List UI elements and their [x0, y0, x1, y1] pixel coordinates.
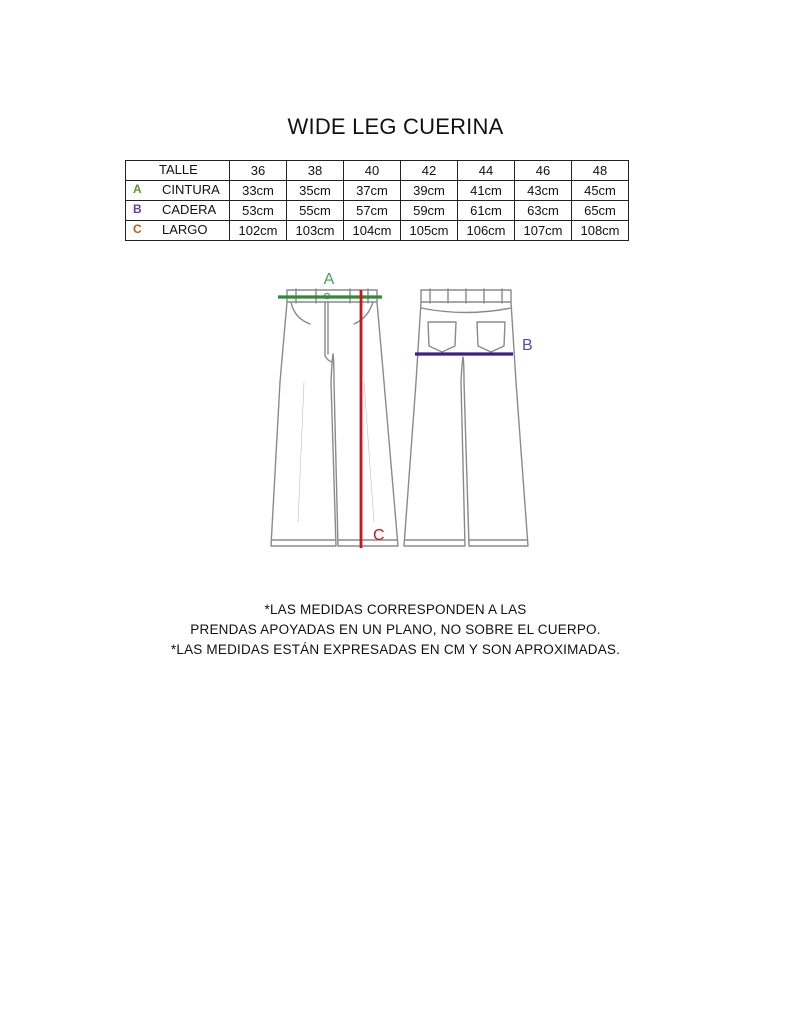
table-cell: 55cm [287, 201, 344, 221]
note-line-3: *LAS MEDIDAS ESTÁN EXPRESADAS EN CM Y SON APROXIMADAS. [170, 642, 621, 657]
pants-front-drawing [271, 289, 398, 546]
table-cell: 35cm [287, 181, 344, 201]
measure-label-a: A [323, 271, 335, 288]
row-label-cadera: CADERA [162, 202, 217, 217]
row-label-cell [126, 201, 230, 221]
row-letter-c: C [133, 222, 142, 236]
size-header-cell: 38 [287, 161, 344, 181]
table-cell: 33cm [230, 181, 287, 201]
row-label-cintura: CINTURA [162, 182, 220, 197]
size-header-cell: 42 [401, 161, 458, 181]
table-cell: 65cm [572, 201, 629, 221]
size-header-cell: 46 [515, 161, 572, 181]
size-header-cell: 40 [344, 161, 401, 181]
table-cell: 37cm [344, 181, 401, 201]
table-row-largo [126, 221, 629, 241]
size-table [125, 160, 629, 241]
size-header-cell: 36 [230, 161, 287, 181]
table-cell: 39cm [401, 181, 458, 201]
note-line-2: PRENDAS APOYADAS EN UN PLANO, NO SOBRE EL CUERPO. [190, 622, 601, 637]
table-cell: 43cm [515, 181, 572, 201]
table-cell: 53cm [230, 201, 287, 221]
pants-measurement-diagram [258, 262, 548, 562]
table-cell: 41cm [458, 181, 515, 201]
measure-label-b: B [522, 337, 533, 354]
measure-label-c: C [373, 527, 385, 544]
row-letter-a: A [133, 182, 142, 196]
size-header-label [126, 161, 230, 181]
table-cell: 63cm [515, 201, 572, 221]
table-cell: 105cm [401, 221, 458, 241]
table-cell: 103cm [287, 221, 344, 241]
table-row-cadera [126, 201, 629, 221]
row-letter-b: B [133, 202, 142, 216]
table-cell: 57cm [344, 201, 401, 221]
size-header-cell: 44 [458, 161, 515, 181]
row-label-cell [126, 181, 230, 201]
table-cell: 104cm [344, 221, 401, 241]
table-row-cintura [126, 181, 629, 201]
table-cell: 106cm [458, 221, 515, 241]
table-cell: 45cm [572, 181, 629, 201]
row-label-largo: LARGO [162, 222, 208, 237]
table-cell: 108cm [572, 221, 629, 241]
table-cell: 61cm [458, 201, 515, 221]
size-header-text: TALLE [159, 162, 198, 177]
pants-back-drawing [404, 289, 528, 546]
size-header-row [126, 161, 629, 181]
table-cell: 59cm [401, 201, 458, 221]
measurement-notes [0, 600, 791, 660]
page-title: WIDE LEG CUERINA [287, 114, 504, 139]
table-cell: 107cm [515, 221, 572, 241]
note-line-1: *LAS MEDIDAS CORRESPONDEN A LAS [264, 602, 527, 617]
table-cell: 102cm [230, 221, 287, 241]
row-label-cell [126, 221, 230, 241]
size-header-cell: 48 [572, 161, 629, 181]
